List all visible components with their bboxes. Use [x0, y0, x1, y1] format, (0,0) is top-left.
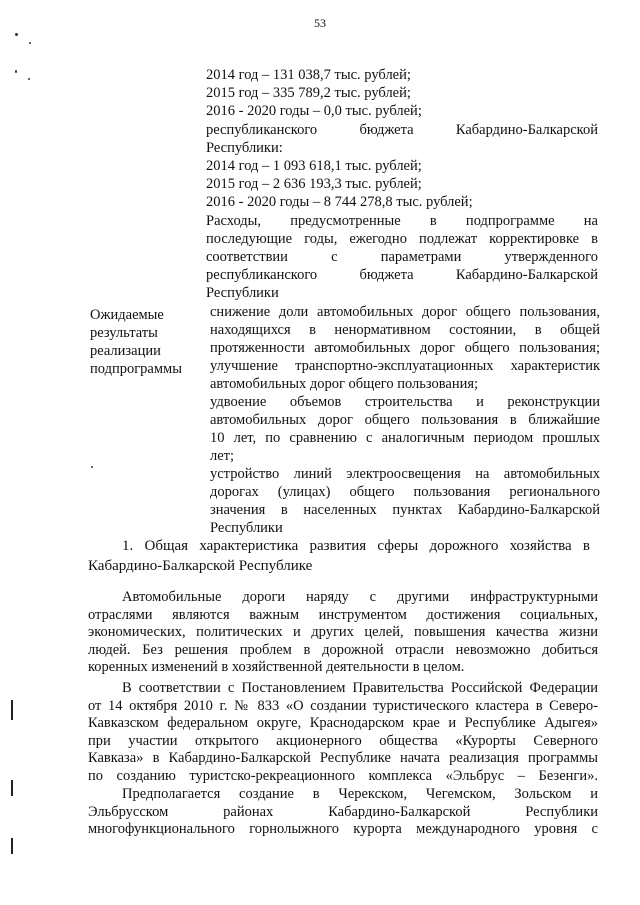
financing-line: Республики: [206, 285, 279, 302]
expected-result-line: Республики: [210, 520, 283, 536]
financing-line: 2014 год – 1 093 618,1 тыс. рублей;: [206, 158, 422, 174]
margin-mark: [11, 780, 13, 796]
paragraph-line: при участии открытого акционерного общества «Курорты Северного: [88, 732, 598, 749]
margin-mark: [11, 700, 13, 720]
expected-result-line: значения в населенных пунктах Кабардино-Балкарской: [210, 502, 600, 518]
margin-mark: [11, 838, 13, 854]
financing-line: последующие годы, ежегодно подлежат корректировке в: [206, 230, 598, 247]
expected-result-line: находящихся в ненормативном состоянии, в общей: [210, 322, 600, 338]
section-heading-line: 1. Общая характеристика развития сферы дорожного хозяйства в: [122, 538, 590, 554]
expected-result-line: дорогах (улицах) общего пользования регионального: [210, 484, 600, 500]
financing-line: 2015 год – 2 636 193,3 тыс. рублей;: [206, 176, 422, 193]
financing-line: соответствии с параметрами утвержденного: [206, 249, 598, 265]
financing-line: Расходы, предусмотренные в подпрограмме на: [206, 212, 598, 229]
financing-line: республиканского бюджета Кабардино-Балкарской: [206, 267, 598, 284]
expected-result-line: улучшение транспортно-эксплуатационных характеристик: [210, 358, 600, 374]
paragraph-line: В соответствии с Постановлением Правительства Российской Федерации: [122, 680, 598, 696]
paragraph-line: Предполагается создание в Черекском, Чегемском, Зольском и: [122, 786, 598, 802]
scan-speck: [28, 78, 30, 80]
scan-speck: [15, 70, 17, 73]
paragraph-line: отраслями являются важным инструментом достижения социальных,: [88, 606, 598, 623]
financing-line: 2016 - 2020 годы – 0,0 тыс. рублей;: [206, 103, 422, 120]
paragraph-line: многофункционального горнолыжного курорта международного уровня с: [88, 821, 598, 838]
scan-speck: [91, 466, 93, 468]
paragraph-line: Кавказа» в Кабардино-Балкарской Республике начата реализация программы: [88, 750, 598, 767]
expected-result-line: снижение доли автомобильных дорог общего пользования,: [210, 304, 600, 320]
expected-results-label-line: реализации: [90, 343, 161, 359]
financing-line: 2016 - 2020 годы – 8 744 278,8 тыс. рублей;: [206, 194, 473, 211]
paragraph-line: коренных изменений в хозяйственной деятельности в целом.: [88, 659, 465, 676]
expected-result-line: устройство линий электроосвещения на автомобильных: [210, 466, 600, 482]
expected-result-line: удвоение объемов строительства и реконструкции: [210, 394, 600, 410]
expected-results-label-line: результаты: [90, 325, 158, 341]
paragraph-line: Кавказском федеральном округе, Краснодарском крае и Республике Адыгея»: [88, 715, 598, 732]
scan-speck: [29, 42, 31, 44]
page-number: 53: [314, 16, 326, 30]
expected-results-label-line: Ожидаемые: [90, 307, 164, 323]
paragraph-line: Автомобильные дороги наряду с другими инфраструктурными: [122, 589, 598, 605]
financing-line: республиканского бюджета Кабардино-Балкарской: [206, 121, 598, 138]
financing-line: 2015 год – 335 789,2 тыс. рублей;: [206, 85, 411, 102]
paragraph-line: по созданию туристско-рекреационного комплекса «Эльбрус – Безенги».: [88, 768, 598, 784]
expected-results-label-line: подпрограммы: [90, 361, 182, 377]
expected-result-line: протяженности автомобильных дорог общего пользования;: [210, 340, 600, 356]
financing-line: 2014 год – 131 038,7 тыс. рублей;: [206, 67, 411, 83]
paragraph-line: экономических, политических и других целей, повышения качества жизни: [88, 624, 598, 641]
scan-speck: [15, 33, 18, 36]
financing-line: Республики:: [206, 139, 283, 156]
expected-result-line: автомобильных дорог общего пользования;: [210, 376, 479, 392]
section-heading-line: Кабардино-Балкарской Республике: [88, 558, 313, 574]
paragraph-line: людей. Без решения проблем в дорожной отрасли невозможно добиться: [88, 641, 598, 658]
paragraph-line: Эльбрусском районах Кабардино-Балкарской Республики: [88, 803, 598, 820]
expected-result-line: лет;: [210, 448, 235, 464]
paragraph-line: от 14 октября 2010 г. № 833 «О создании туристического кластера в Северо-: [88, 697, 598, 714]
expected-result-line: автомобильных дорог общего пользования в ближайшие: [210, 412, 600, 428]
expected-result-line: 10 лет, по сравнению с аналогичным периодом прошлых: [210, 430, 600, 446]
